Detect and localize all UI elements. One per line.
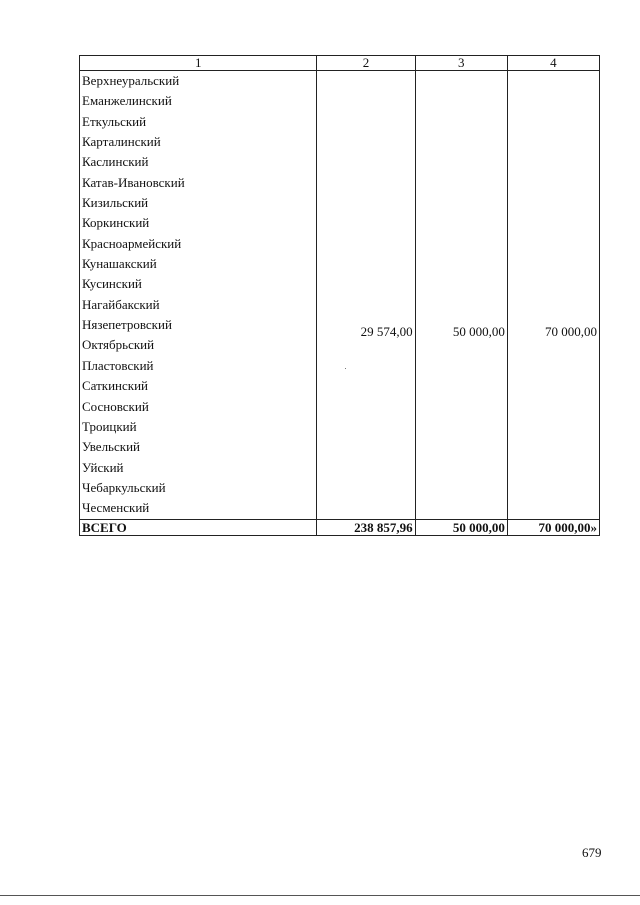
- group-value-col-4: [507, 71, 599, 520]
- region-names-cell: [80, 71, 317, 520]
- region-name: Увельский: [82, 439, 140, 455]
- total-label: ВСЕГО: [80, 519, 317, 535]
- region-name: Троицкий: [82, 418, 137, 434]
- page-number: 679: [582, 845, 602, 860]
- region-name: Еманжелинский: [82, 93, 172, 109]
- region-name: Уйский: [82, 459, 124, 475]
- group-value-col-3-text: 50 000,00: [452, 324, 505, 339]
- region-name: Кунашакский: [82, 256, 157, 272]
- group-value-col-3: [415, 71, 507, 520]
- region-name: Кусинский: [82, 276, 142, 292]
- region-name: Нагайбакский: [82, 296, 160, 312]
- region-name: Пластовский: [82, 357, 154, 373]
- bottom-divider: [0, 895, 640, 896]
- group-value-col-2: [317, 71, 415, 520]
- data-table: [79, 55, 600, 536]
- region-name: Чесменский: [82, 500, 150, 516]
- group-value-col-4-text: 70 000,00: [545, 324, 597, 339]
- scan-speck: [345, 368, 346, 369]
- region-name: Чебаркульский: [82, 479, 166, 495]
- region-name: Катав-Ивановский: [82, 174, 185, 190]
- region-name: Коркинский: [82, 215, 150, 231]
- header-row: [80, 56, 600, 71]
- region-name: Нязепетровский: [82, 317, 172, 333]
- region-name: Саткинский: [82, 378, 149, 394]
- total-row: [80, 519, 600, 535]
- region-name: Верхнеуральский: [82, 73, 180, 88]
- header-col-1: 1: [80, 56, 317, 71]
- region-name: Красноармейский: [82, 235, 182, 251]
- region-name: Октябрьский: [82, 337, 155, 353]
- header-col-2: 2: [317, 56, 415, 71]
- region-name: Еткульский: [82, 113, 147, 129]
- total-col-4: 70 000,00»: [507, 519, 599, 535]
- region-name: Сосновский: [82, 398, 149, 414]
- region-name: Кизильский: [82, 195, 149, 211]
- total-col-3: 50 000,00: [415, 519, 507, 535]
- region-name: Каслинский: [82, 154, 149, 170]
- header-col-4: 4: [507, 56, 599, 71]
- header-col-3: 3: [415, 56, 507, 71]
- regions-group-row: [80, 71, 600, 520]
- group-value-col-2-text: 29 574,00: [360, 324, 413, 339]
- total-col-2: 238 857,96: [317, 519, 415, 535]
- region-name: Карталинский: [82, 134, 161, 150]
